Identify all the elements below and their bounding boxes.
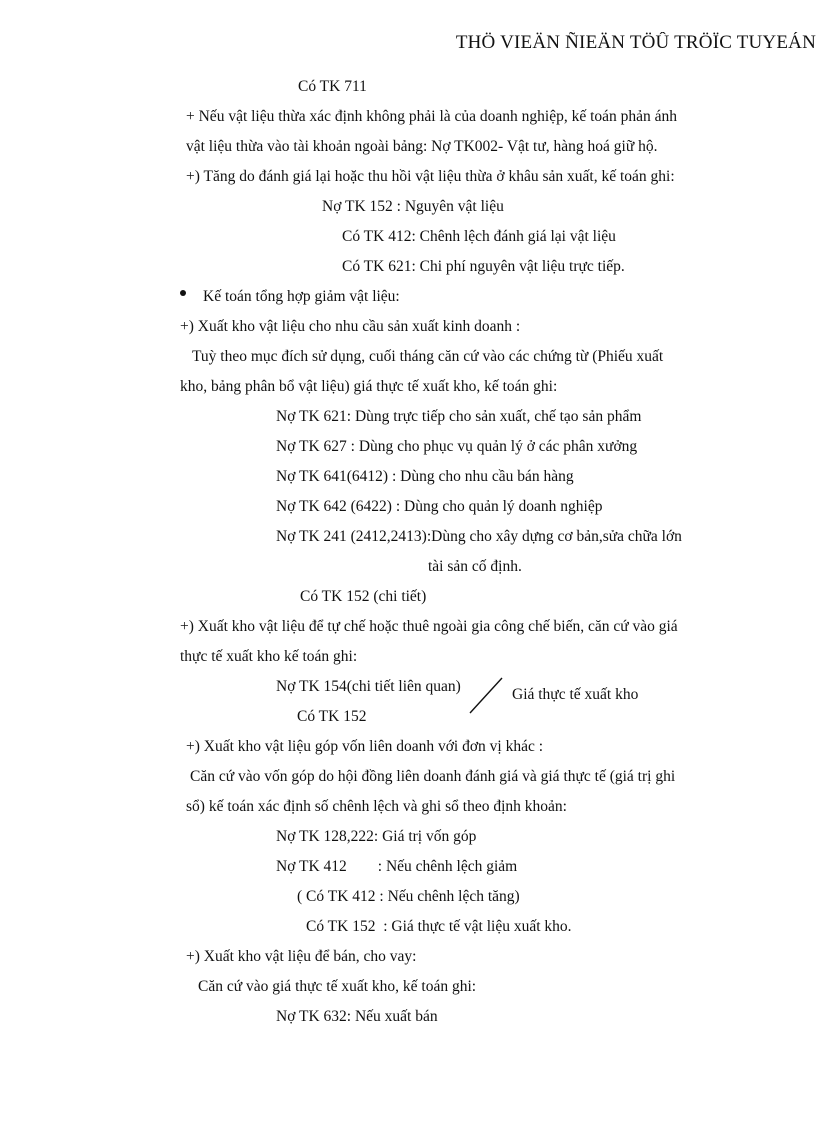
text-line: Nợ TK 152 : Nguyên vật liệu: [322, 198, 504, 215]
diagonal-slash: [466, 676, 506, 716]
text-line: Có TK 152: [297, 708, 367, 725]
text-line: Nợ TK 641(6412) : Dùng cho nhu cầu bán hàng: [276, 468, 574, 485]
text-line: Có TK 621: Chi phí nguyên vật liệu trực tiếp.: [342, 258, 625, 275]
text-line: Căn cứ vào vốn góp do hội đồng liên doanh đánh giá và giá thực tế (giá trị ghi: [190, 768, 676, 785]
text-line: Nợ TK 128,222: Giá trị vốn góp: [276, 828, 477, 845]
text-line: Nợ TK 154(chi tiết liên quan): [276, 678, 461, 695]
text-line: Căn cứ vào giá thực tế xuất kho, kế toán ghi:: [198, 978, 477, 995]
text-line: Nợ TK 632: Nếu xuất bán: [276, 1008, 438, 1025]
section-heading: Kế toán tổng hợp giảm vật liệu:: [203, 288, 400, 305]
text-line: ( Có TK 412 : Nếu chênh lệch tăng): [297, 888, 520, 905]
text-line: +) Xuất kho vật liệu để tự chế hoặc thuê ngoài gia công chế biến, căn cứ vào giá: [180, 618, 678, 635]
text-line: + Nếu vật liệu thừa xác định không phải là của doanh nghiệp, kế toán phản ánh: [186, 108, 678, 125]
text-line: +) Tăng do đánh giá lại hoặc thu hồi vật liệu thừa ở khâu sản xuất, kế toán ghi:: [186, 168, 675, 185]
text-line: Có TK 152 : Giá thực tế vật liệu xuất kho.: [306, 918, 572, 935]
text-line: Nợ TK 627 : Dùng cho phục vụ quản lý ở các phân xưởng: [276, 438, 638, 455]
text-line: Nợ TK 621: Dùng trực tiếp cho sản xuất, chế tạo sản phẩm: [276, 408, 642, 425]
text-line: Giá thực tế xuất kho: [512, 686, 639, 703]
text-line: vật liệu thừa vào tài khoản ngoài bảng: Nợ TK002- Vật tư, hàng hoá giữ hộ.: [186, 138, 658, 155]
text-line: Nợ TK 241 (2412,2413):Dùng cho xây dựng cơ bản,sửa chữa lớn: [276, 528, 682, 545]
text-line: Nợ TK 642 (6422) : Dùng cho quản lý doanh nghiệp: [276, 498, 603, 515]
text-line: +) Xuất kho vật liệu góp vốn liên doanh với đơn vị khác :: [186, 738, 544, 755]
text-line: Có TK 152 (chi tiết): [300, 588, 427, 605]
text-line: sổ) kế toán xác định số chênh lệch và ghi sổ theo định khoản:: [186, 798, 567, 815]
text-line: +) Xuất kho vật liệu để bán, cho vay:: [186, 948, 417, 965]
text-line: Có TK 711: [298, 78, 367, 95]
text-line: +) Xuất kho vật liệu cho nhu cầu sản xuất kinh doanh :: [180, 318, 521, 335]
text-line: Có TK 412: Chênh lệch đánh giá lại vật liệu: [342, 228, 616, 245]
text-line: thực tế xuất kho kế toán ghi:: [180, 648, 358, 665]
text-line: Nợ TK 412 : Nếu chênh lệch giảm: [276, 858, 518, 875]
text-line: kho, bảng phân bổ vật liệu) giá thực tế xuất kho, kế toán ghi:: [180, 378, 558, 395]
bullet-icon: [180, 290, 186, 296]
text-line: tài sản cố định.: [428, 558, 522, 575]
library-header: THÖ VIEÄN ÑIEÄN TÖÛ TRÖÏC TUYEÁN: [455, 32, 816, 53]
text-line: Tuỳ theo mục đích sử dụng, cuối tháng căn cứ vào các chứng từ (Phiếu xuất: [192, 348, 664, 365]
